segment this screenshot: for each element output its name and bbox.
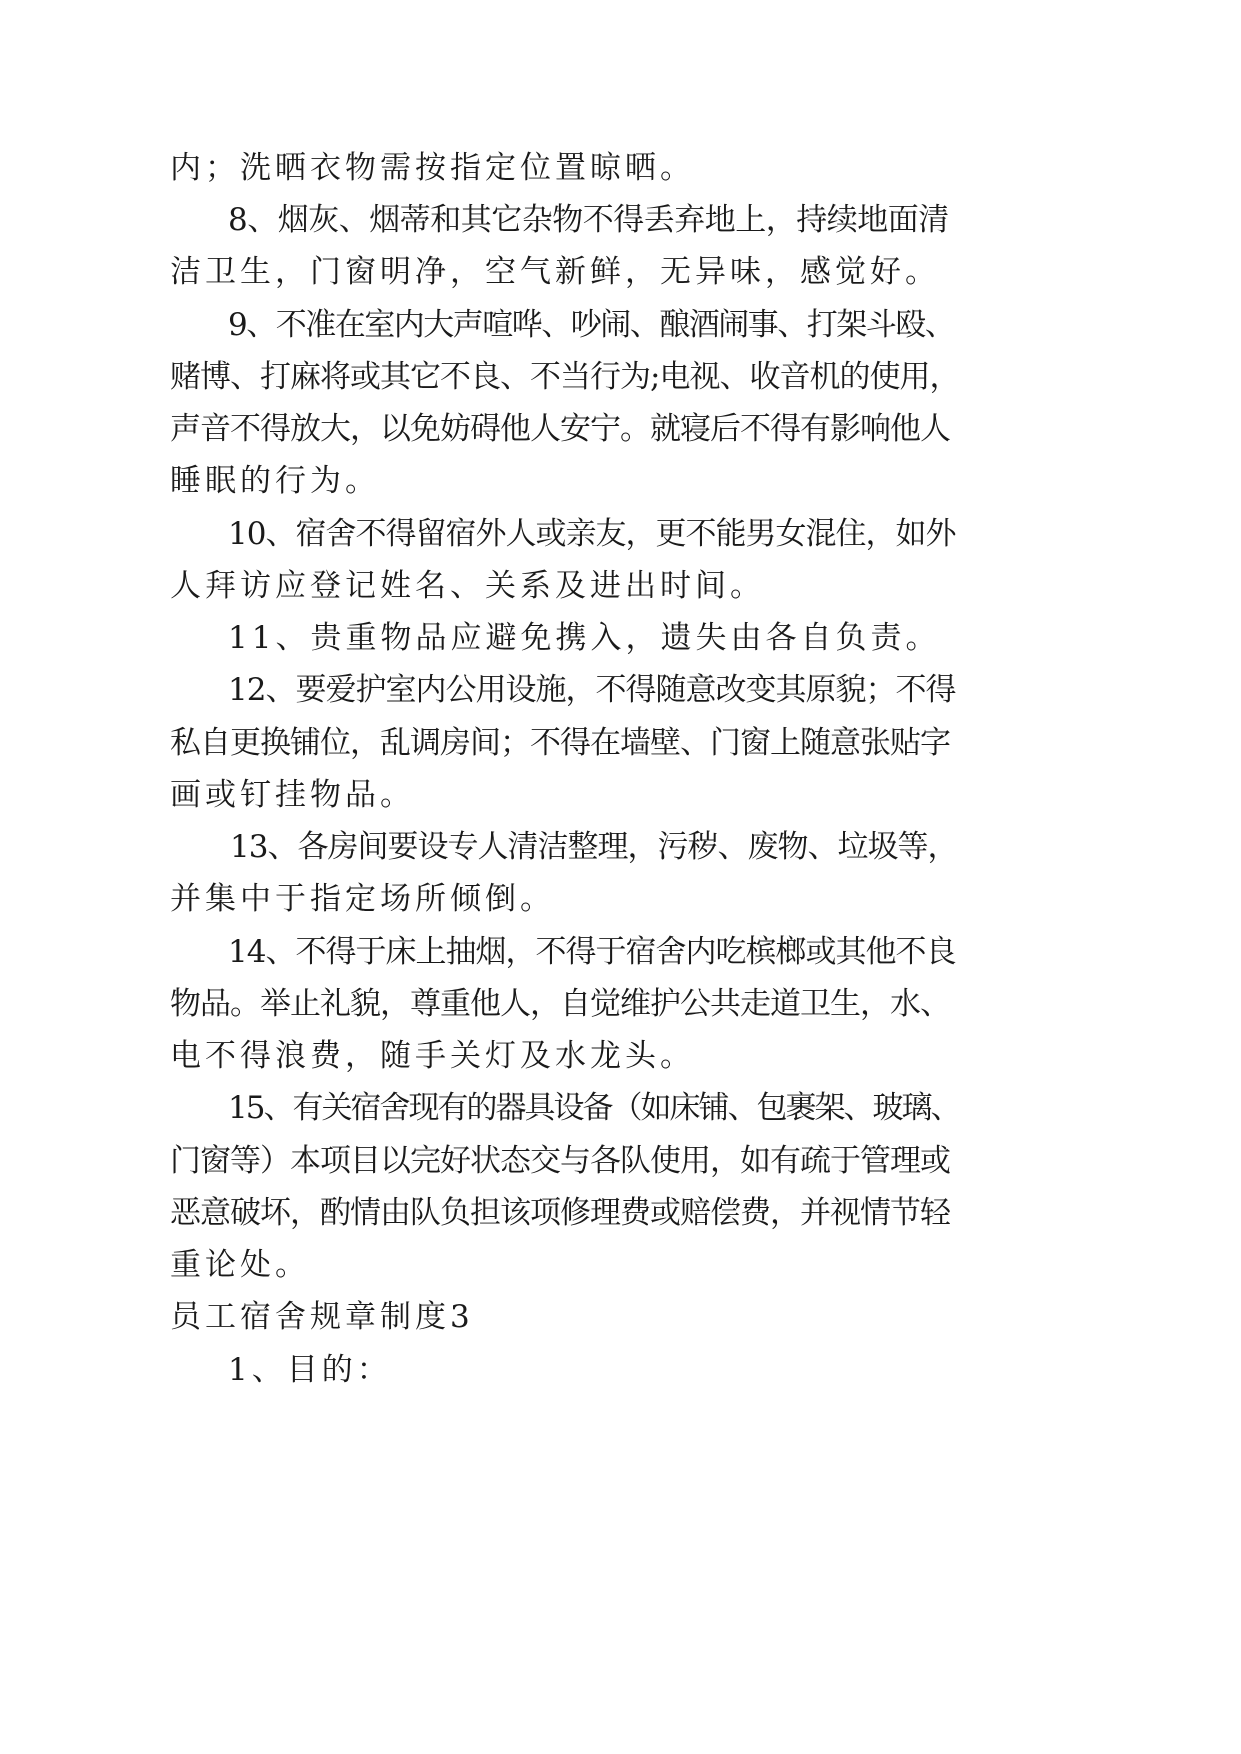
text-line: 物品。举止礼貌，尊重他人，自觉维护公共走道卫生，水、 xyxy=(170,986,950,1022)
text-line: 声音不得放大，以免妨碍他人安宁。就寝后不得有影响他人 xyxy=(170,411,950,447)
text-line: 内；洗晒衣物需按指定位置晾晒。 xyxy=(170,150,695,186)
text-line: 12、要爱护室内公用设施，不得随意改变其原貌；不得 xyxy=(228,672,956,708)
text-line: 人拜访应登记姓名、关系及进出时间。 xyxy=(170,568,765,604)
text-line: 8、烟灰、烟蒂和其它杂物不得丢弃地上，持续地面清 xyxy=(228,202,949,238)
text-line: 电不得浪费，随手关灯及水龙头。 xyxy=(170,1038,695,1074)
text-line: 门窗等）本项目以完好状态交与各队使用，如有疏于管理或 xyxy=(170,1143,950,1179)
text-line: 15、有关宿舍现有的器具设备（如床铺、包裹架、玻璃、 xyxy=(228,1090,960,1126)
text-line: 1、目的： xyxy=(228,1352,392,1388)
text-line: 13、各房间要设专人清洁整理，污秽、废物、垃圾等， xyxy=(230,829,958,865)
text-line: 画或钉挂物品。 xyxy=(170,777,415,813)
text-line: 9、不准在室内大声喧哗、吵闹、酿酒闹事、打架斗殴、 xyxy=(228,307,955,343)
text-line: 重论处。 xyxy=(170,1247,310,1283)
text-line: 恶意破坏，酌情由队负担该项修理费或赔偿费，并视情节轻 xyxy=(170,1195,950,1231)
text-line: 11、贵重物品应避免携入，遗失由各自负责。 xyxy=(228,620,941,656)
text-line: 10、宿舍不得留宿外人或亲友，更不能男女混住，如外 xyxy=(228,516,956,552)
text-line: 赌博、打麻将或其它不良、不当行为;电视、收音机的使用， xyxy=(170,359,960,395)
text-line: 私自更换铺位，乱调房间；不得在墙壁、门窗上随意张贴字 xyxy=(170,725,950,761)
text-line: 并集中于指定场所倾倒。 xyxy=(170,881,555,917)
text-line: 14、不得于床上抽烟，不得于宿舍内吃槟榔或其他不良 xyxy=(228,934,956,970)
text-line: 睡眠的行为。 xyxy=(170,463,380,499)
section-heading: 员工宿舍规章制度3 xyxy=(170,1299,474,1335)
text-line: 洁卫生，门窗明净，空气新鲜，无异味，感觉好。 xyxy=(170,254,940,290)
